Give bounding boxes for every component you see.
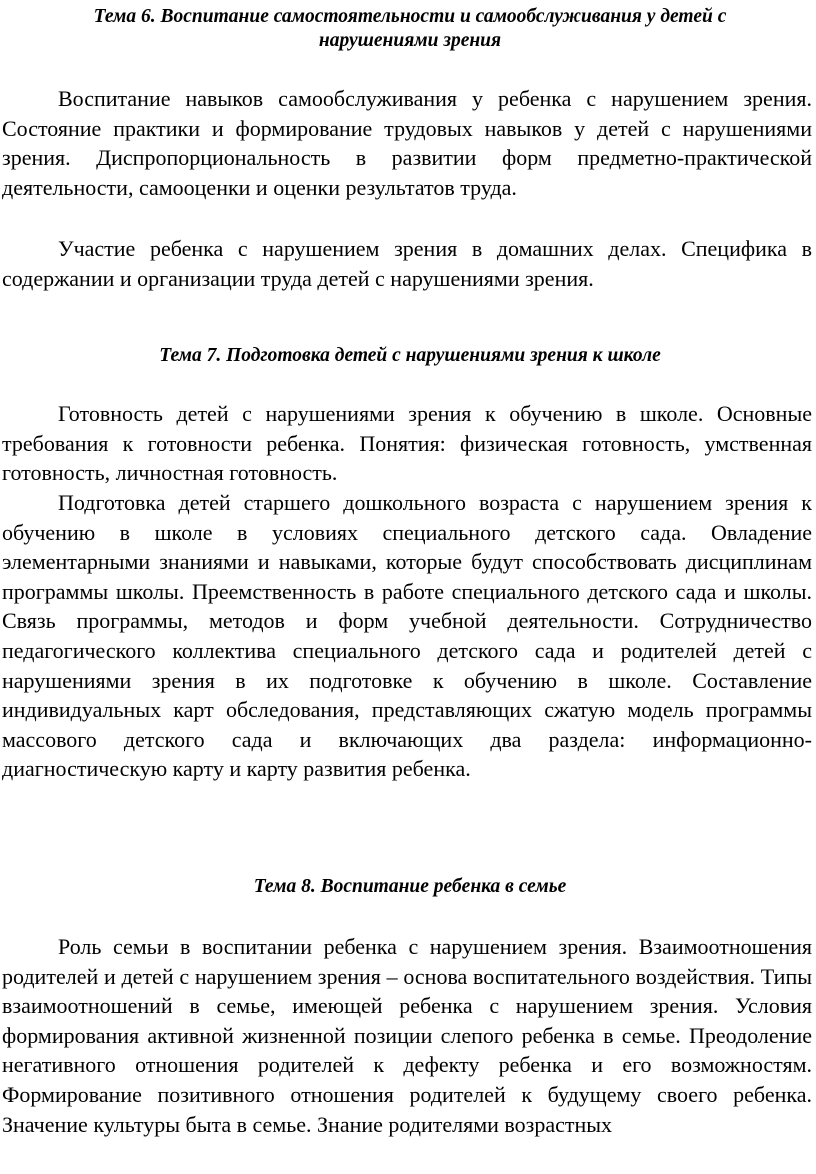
topic-8-heading: Тема 8. Воспитание ребенка в семье	[253, 876, 567, 897]
topic-6-paragraph-2: Участие ребенка с нарушением зрения в домашних делах. Специфика в содержании и организации труда детей с нарушениями зрения.	[2, 236, 812, 291]
topic-6-heading: Тема 6. Воспитание самостоятельности и самообслуживания у детей с нарушениями зрения	[93, 6, 727, 51]
topic-8-paragraph-1: Роль семьи в воспитании ребенка с нарушением зрения. Взаимоотношения родителей и детей с нарушением зрения – основа воспитательного воздействия. Типы взаимоотношений в семье, имеющей ребенка с нарушением зрения. Условия формирования активной жизненной позиции слепого ребенка в семье. Преодоление негативного отношения родителей к дефекту ребенка и его возможностям. Формирование позитивного отношения родителей к будущему своего ребенка. Значение культуры быта в семье. Знание родителями возрастных	[2, 934, 812, 1137]
topic-7-heading: Тема 7. Подготовка детей с нарушениями зрения к школе	[159, 345, 661, 366]
topic-7-paragraph-1: Готовность детей с нарушениями зрения к обучению в школе. Основные требования к готовности ребенка. Понятия: физическая готовность, умственная готовность, личностная готовность.	[2, 401, 812, 486]
topic-7-paragraph-2: Подготовка детей старшего дошкольного возраста с нарушением зрения к обучению в школе в условиях специального детского сада. Овладение элементарными знаниями и навыками, которые будут способствовать дисциплинам программы школы. Преемственность в работе специального детского сада и школы. Связь программы, методов и форм учебной деятельности. Сотрудничество педагогического коллектива специального детского сада и родителей детей с нарушениями зрения в их подготовке к обучению в школе. Составление индивидуальных карт обследования, представляющих сжатую модель программы массового детского сада и включающих два раздела: информационно-диагностическую карту и карту развития ребенка.	[2, 490, 812, 782]
topic-6-paragraph-1: Воспитание навыков самообслуживания у ребенка с нарушением зрения. Состояние практики и формирование трудовых навыков у детей с нарушениями зрения. Диспропорциональность в развитии форм предметно-практической деятельности, самооценки и оценки результатов труда.	[2, 86, 812, 200]
